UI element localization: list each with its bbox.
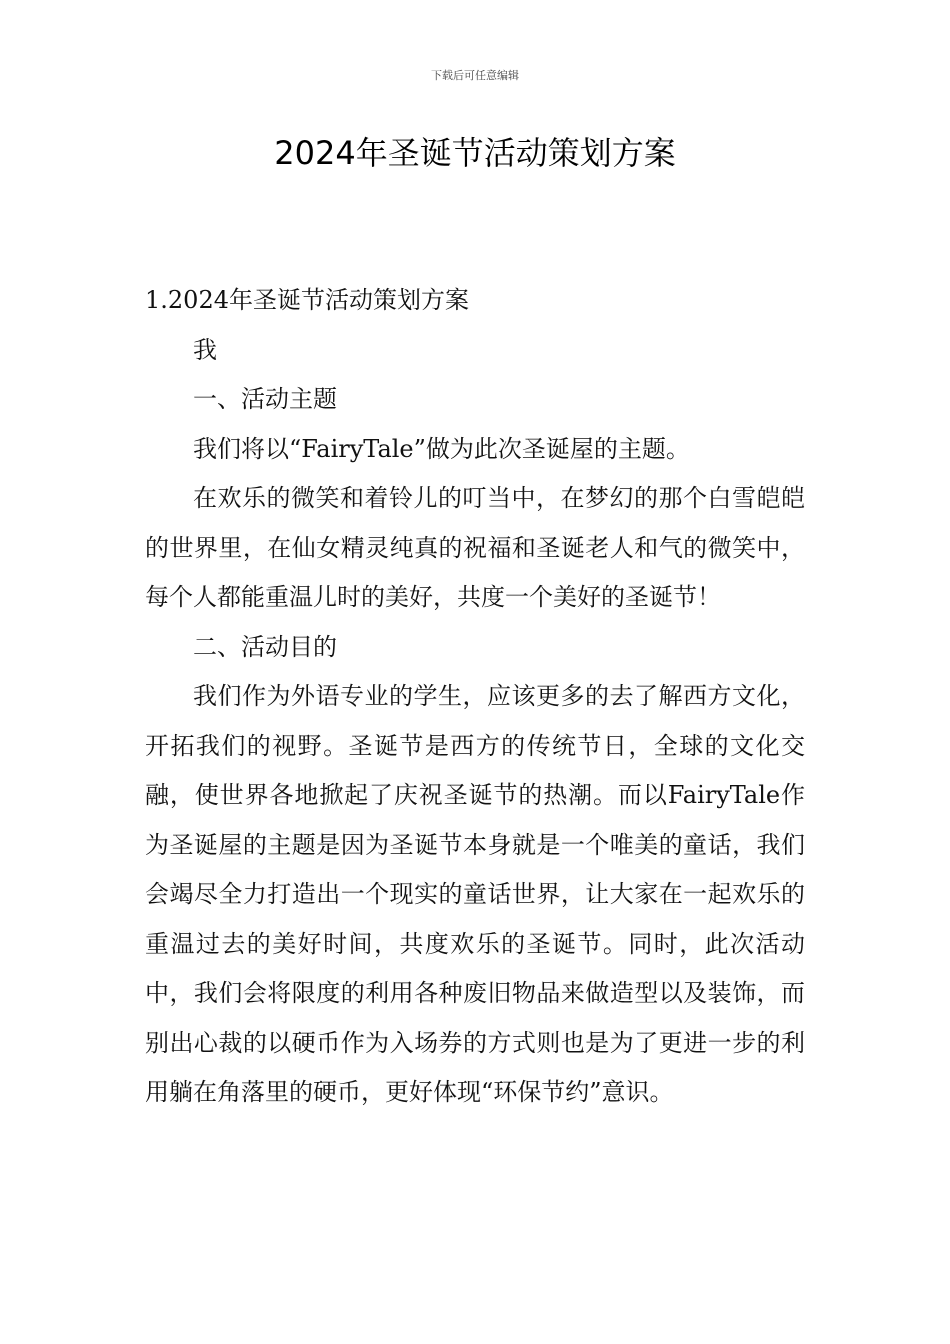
section-heading-purpose: 二、活动目的 [193,632,337,661]
document-body [145,276,805,1118]
paragraph-theme-1: 我们将以“FairyTale”做为此次圣诞屋的主题。 [193,434,690,463]
paragraph-purpose-1: 我们作为外语专业的学生，应该更多的去了解西方文化，开拓我们的视野。圣诞节是西方的传统节日，全球的文化交融，使世界各地掀起了庆祝圣诞节的热潮。而以FairyTale作为圣诞屋的主题是因为圣诞节本身就是一个唯美的童话，我们会竭尽全力打造出一个现实的童话世界，让大家在一起欢乐的重温过去的美好时间，共度欢乐的圣诞节。同时，此次活动中，我们会将限度的利用各种废旧物品来做造型以及装饰，而别出心裁的以硬币作为入场券的方式则也是为了更进一步的利用躺在角落里的硬币，更好体现“环保节约”意识。 [145,682,805,1106]
item-heading: 1.2024年圣诞节活动策划方案 [145,286,469,314]
paragraph-theme-2: 在欢乐的微笑和着铃儿的叮当中，在梦幻的那个白雪皑皑的世界里，在仙女精灵纯真的祝福和圣诞老人和气的微笑中，每个人都能重温儿时的美好，共度一个美好的圣诞节！ [145,484,805,611]
header-note: 下载后可任意编辑 [431,69,519,82]
paragraph-wo: 我 [193,335,217,364]
document-title: 2024年圣诞节活动策划方案 [274,134,676,172]
section-heading-theme: 一、活动主题 [193,385,337,413]
